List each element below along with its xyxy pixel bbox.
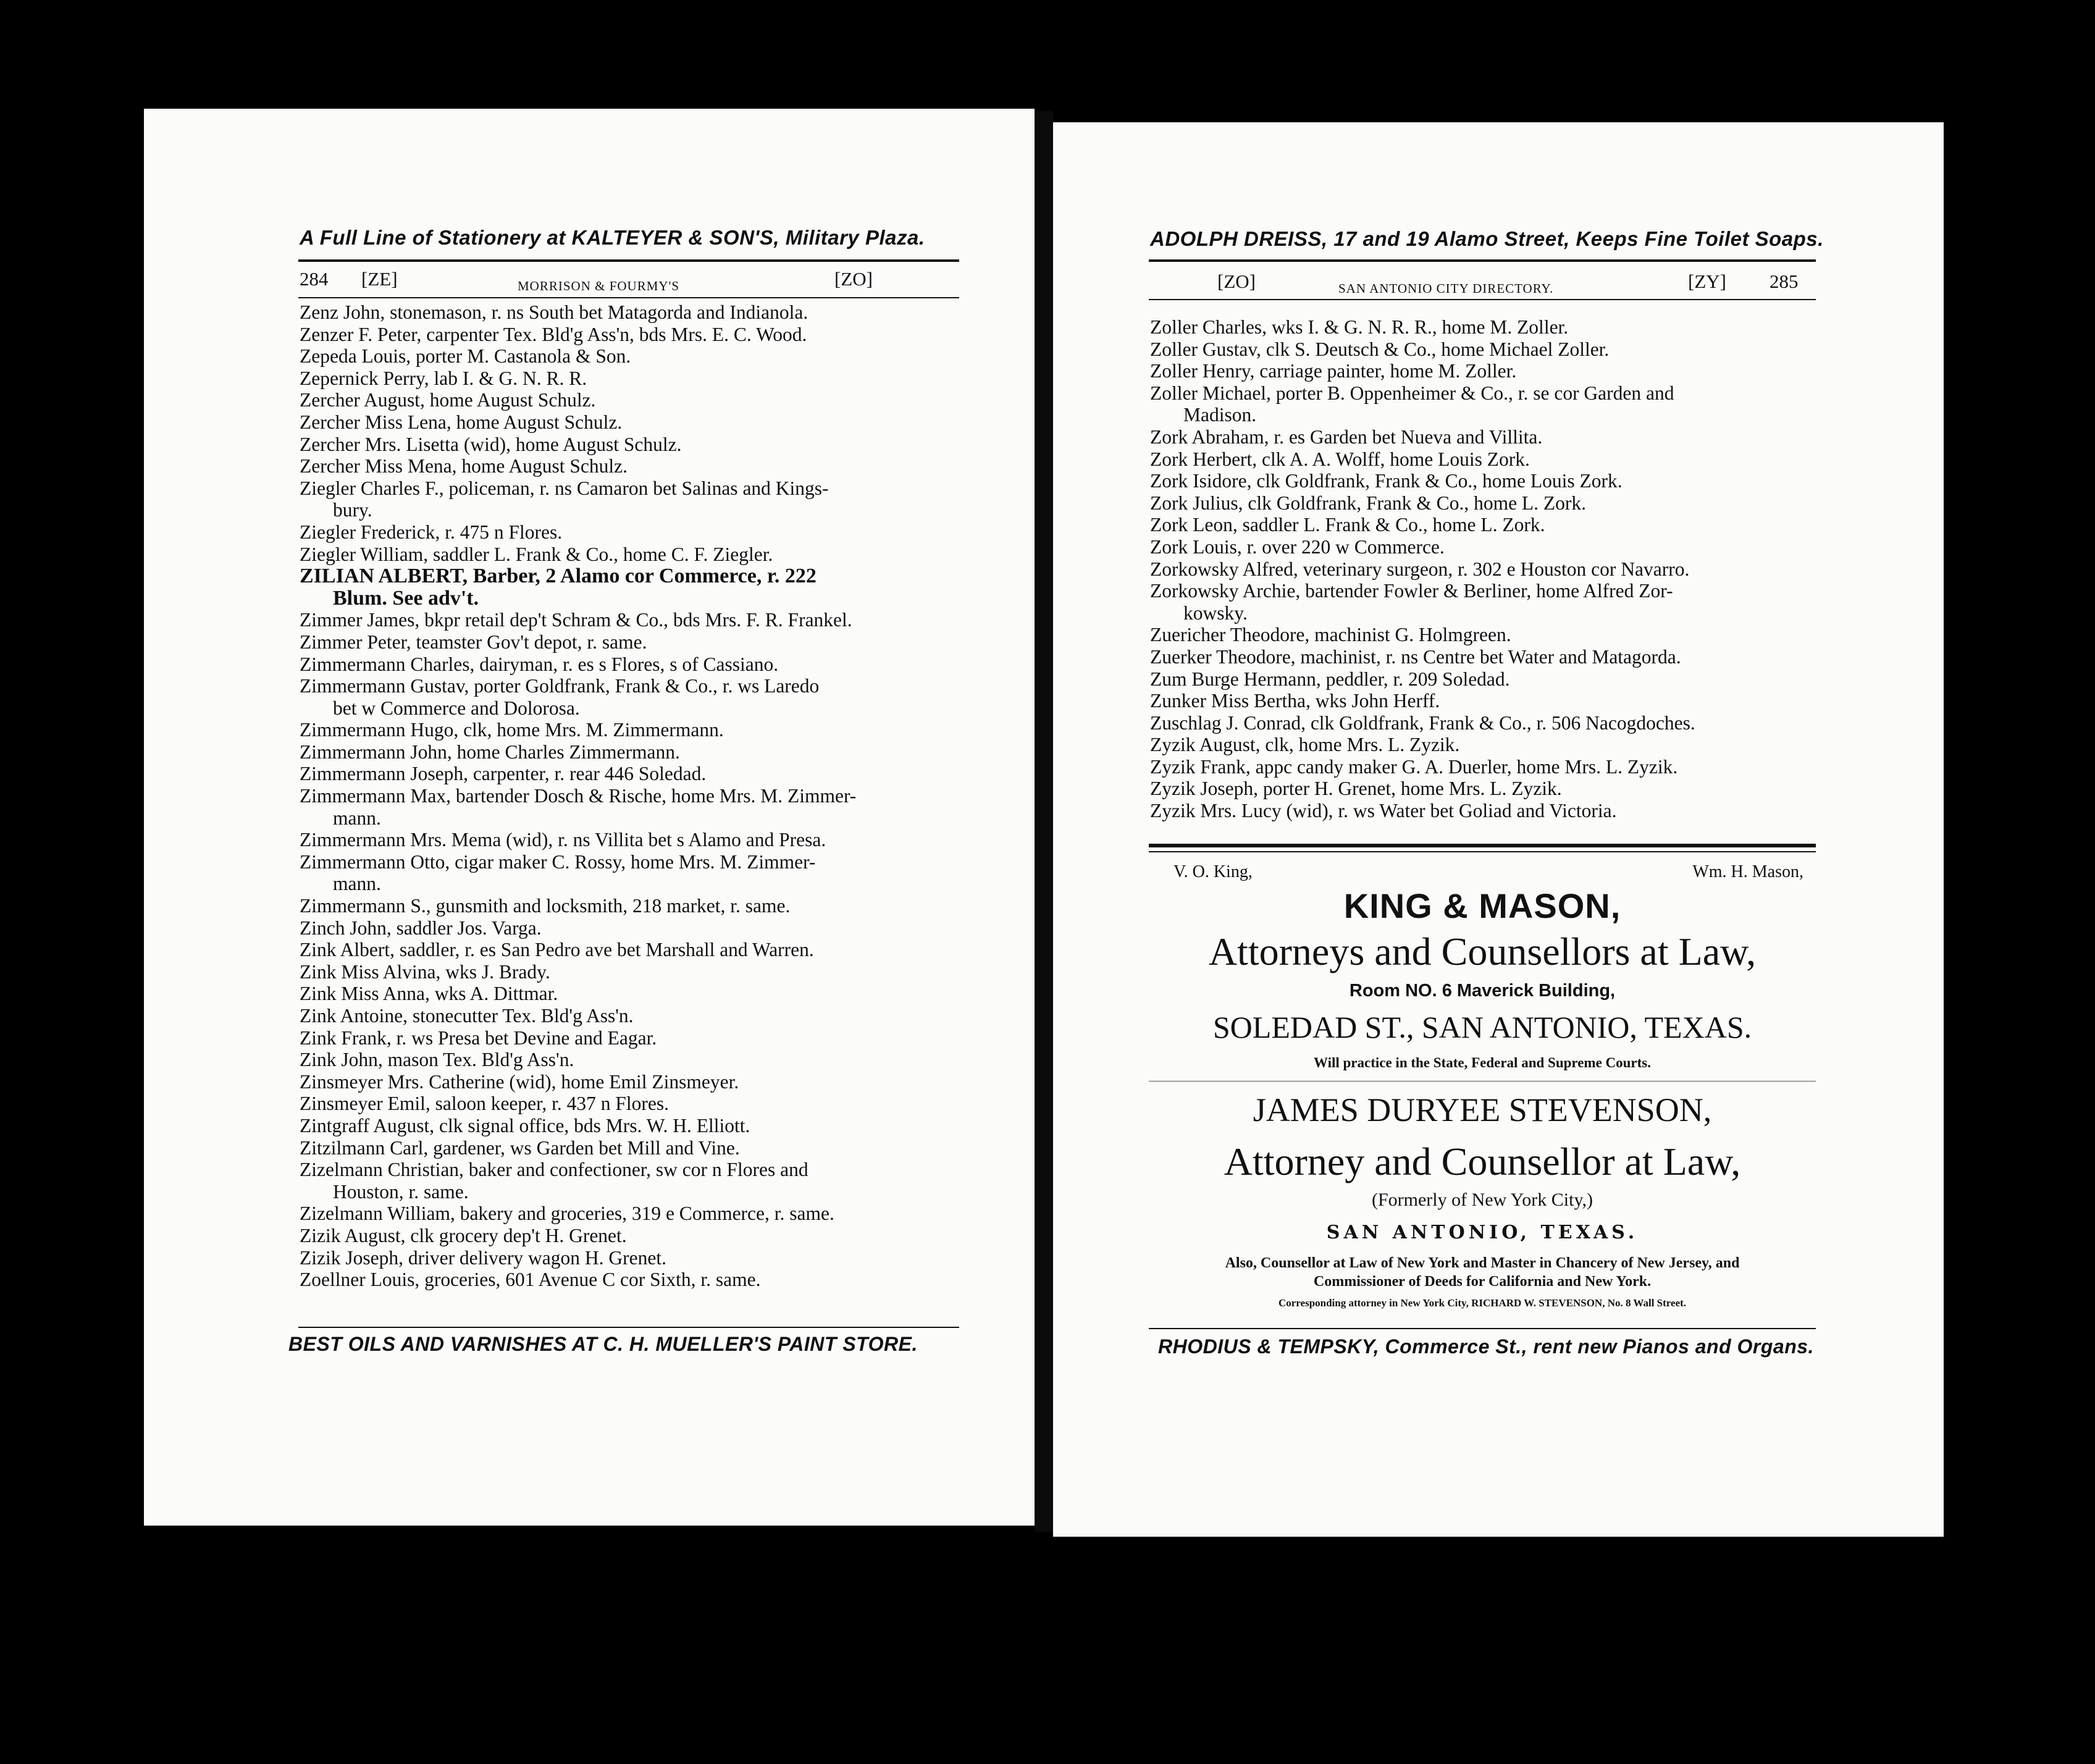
right-entry-list <box>1150 316 1823 822</box>
attorney-correspondent: Corresponding attorney in New York City, RICHARD W. STEVENSON, No. 8 Wall Street. <box>1278 1297 1687 1309</box>
entry-text: ZILIAN ALBERT, Barber, 2 Alamo cor Commerce, r. 222 <box>300 565 817 588</box>
right-page <box>1053 122 1944 1537</box>
entry-text: Zimmermann John, home Charles Zimmermann. <box>300 741 680 763</box>
directory-entry <box>300 345 967 368</box>
attorney-formerly: (Formerly of New York City,) <box>1371 1190 1593 1210</box>
directory-entry <box>300 1027 967 1049</box>
firm-address: SOLEDAD ST., SAN ANTONIO, TEXAS. <box>1212 1010 1752 1044</box>
directory-entry <box>1150 382 1823 426</box>
entry-text: Zork Louis, r. over 220 w Commerce. <box>1150 536 1445 558</box>
entry-text: Zum Burge Hermann, peddler, r. 209 Soledad. <box>1150 668 1510 690</box>
entry-text: Zercher August, home August Schulz. <box>300 389 596 411</box>
partner-right: Wm. H. Mason, <box>1692 862 1803 881</box>
directory-entry <box>1150 712 1823 734</box>
right-page-number: 285 <box>1770 271 1799 292</box>
partner-left: V. O. King, <box>1173 862 1253 881</box>
right-banner-ad: ADOLPH DREISS, 17 and 19 Alamo Street, Keeps Fine Toilet Soaps. <box>1150 227 1824 250</box>
entry-text: Zoller Henry, carriage painter, home M. Zoller. <box>1150 360 1517 382</box>
directory-entry <box>300 411 967 434</box>
directory-entry <box>300 785 967 829</box>
entry-text: Zyzik Mrs. Lucy (wid), r. ws Water bet Goliad and Victoria. <box>1150 800 1617 822</box>
entry-text: Zimmermann Max, bartender Dosch & Rische, home Mrs. M. Zimmer- <box>300 785 857 807</box>
directory-entry <box>300 301 967 324</box>
entry-text: Zyzik Joseph, porter H. Grenet, home Mrs. L. Zyzik. <box>1150 778 1562 800</box>
attorney-city: SAN ANTONIO, TEXAS. <box>1326 1222 1639 1243</box>
stevenson-ad <box>1149 1085 1816 1344</box>
directory-entry <box>300 1005 967 1027</box>
entry-text: Zizelmann William, bakery and groceries, 319 e Commerce, r. same. <box>300 1203 834 1225</box>
directory-entry <box>300 1159 967 1203</box>
ad-top-rule <box>1149 844 1816 847</box>
entry-text: Zyzik Frank, appc candy maker G. A. Duerler, home Mrs. L. Zyzik. <box>1150 755 1678 778</box>
left-page-number: 284 <box>300 268 329 290</box>
directory-entry <box>300 631 967 653</box>
book-spine <box>1035 111 1053 1532</box>
entry-text: Zoller Michael, porter B. Oppenheimer & Co., r. se cor Garden and <box>1150 382 1674 404</box>
entry-text: Zink Miss Anna, wks A. Dittmar. <box>300 983 558 1005</box>
entry-text: Zimmermann Gustav, porter Goldfrank, Frank & Co., r. ws Laredo <box>300 675 820 697</box>
directory-entry <box>300 1203 967 1225</box>
directory-entry <box>1150 338 1823 361</box>
directory-entry <box>300 741 967 763</box>
directory-entry <box>300 675 967 719</box>
entry-continuation: kowsky. <box>1183 602 1248 624</box>
directory-entry <box>1150 360 1823 382</box>
directory-entry <box>300 1093 967 1115</box>
directory-entry <box>300 1137 967 1159</box>
entry-text: Zuschlag J. Conrad, clk Goldfrank, Frank & Co., r. 506 Nacogdoches. <box>1150 712 1695 734</box>
entry-text: Zoellner Louis, groceries, 601 Avenue C cor Sixth, r. same. <box>300 1269 761 1291</box>
entry-text: Zork Abraham, r. es Garden bet Nueva and Villita. <box>1150 426 1543 448</box>
entry-text: Zimmermann Mrs. Mema (wid), r. ns Villita bet s Alamo and Presa. <box>300 829 826 851</box>
directory-entry <box>300 851 967 895</box>
ad-top-rule-thin <box>1149 851 1816 852</box>
directory-entry <box>300 917 967 939</box>
directory-entry <box>300 455 967 477</box>
right-footer-rule <box>1149 1328 1816 1329</box>
entry-text: Zorkowsky Archie, bartender Fowler & Berliner, home Alfred Zor- <box>1150 580 1673 602</box>
entry-text: Zunker Miss Bertha, wks John Herff. <box>1150 690 1440 712</box>
entry-text: Zoller Charles, wks I. & G. N. R. R., home M. Zoller. <box>1150 316 1569 338</box>
directory-entry <box>300 1247 967 1269</box>
entry-text: Zork Julius, clk Goldfrank, Frank & Co., home L. Zork. <box>1150 492 1587 514</box>
directory-entry <box>1150 734 1823 756</box>
entry-text: Zintgraff August, clk signal office, bds Mrs. W. H. Elliott. <box>300 1114 750 1136</box>
entry-text: Zink Antoine, stonecutter Tex. Bld'g Ass'n. <box>300 1005 634 1027</box>
entry-text: Zuericher Theodore, machinist G. Holmgreen. <box>1150 624 1511 646</box>
directory-entry <box>300 1049 967 1071</box>
entry-text: Zenz John, stonemason, r. ns South bet Matagorda and Indianola. <box>300 301 808 323</box>
directory-entry <box>1150 624 1823 646</box>
directory-entry <box>1150 690 1823 712</box>
entry-text: Zoller Gustav, clk S. Deutsch & Co., home Michael Zoller. <box>1150 338 1610 360</box>
right-directory-title: SAN ANTONIO CITY DIRECTORY. <box>1338 281 1554 296</box>
entry-text: Zizelmann Christian, baker and confectioner, sw cor n Flores and <box>300 1159 808 1181</box>
entry-text: Zimmermann Hugo, clk, home Mrs. M. Zimmermann. <box>300 719 724 741</box>
directory-entry <box>300 1225 967 1247</box>
entry-text: Zink Albert, saddler, r. es San Pedro ave bet Marshall and Warren. <box>300 939 814 961</box>
left-footer-rule <box>298 1327 959 1328</box>
directory-entry <box>300 983 967 1005</box>
attorney-name: JAMES DURYEE STEVENSON, <box>1253 1091 1712 1128</box>
entry-continuation: bury. <box>333 499 372 521</box>
directory-entry <box>300 939 967 961</box>
directory-entry <box>1150 778 1823 800</box>
directory-entry <box>300 961 967 983</box>
directory-entry <box>300 477 967 521</box>
right-range-end: [ZY] <box>1688 271 1726 292</box>
entry-text: Zorkowsky Alfred, veterinary surgeon, r. 302 e Houston cor Navarro. <box>1150 558 1690 580</box>
directory-entry <box>300 434 967 456</box>
directory-entry <box>300 544 967 566</box>
directory-entry <box>1150 426 1823 448</box>
ad-divider <box>1149 1081 1816 1082</box>
directory-entry <box>300 1071 967 1093</box>
entry-text: Zercher Miss Lena, home August Schulz. <box>300 411 623 433</box>
attorney-also-1: Also, Counsellor at Law of New York and Master in Chancery of New Jersey, and <box>1225 1255 1740 1271</box>
directory-entry <box>300 324 967 346</box>
directory-entry <box>300 521 967 544</box>
directory-entry <box>1150 536 1823 558</box>
left-range-end: [ZO] <box>834 268 873 290</box>
entry-continuation: Madison. <box>1183 404 1257 426</box>
entry-text: Zink Frank, r. ws Presa bet Devine and Eagar. <box>300 1027 657 1049</box>
directory-entry <box>1150 558 1823 581</box>
right-range-start: [ZO] <box>1217 271 1256 292</box>
entry-text: Zork Isidore, clk Goldfrank, Frank & Co., home Louis Zork. <box>1150 470 1623 492</box>
left-footer-ad: BEST OILS AND VARNISHES AT C. H. MUELLER'S PAINT STORE. <box>288 1333 918 1355</box>
left-header-rule <box>298 259 959 262</box>
directory-entry <box>1150 514 1823 536</box>
left-subheader-rule <box>298 297 959 298</box>
entry-text: Zepernick Perry, lab I. & G. N. R. R. <box>300 367 587 389</box>
left-range-start: [ZE] <box>361 268 398 290</box>
firm-profession: Attorneys and Counsellors at Law, <box>1208 930 1757 973</box>
entry-text: Zimmer James, bkpr retail dep't Schram & Co., bds Mrs. F. R. Frankel. <box>300 609 852 631</box>
directory-entry <box>300 1269 967 1291</box>
attorney-profession: Attorney and Counsellor at Law, <box>1224 1140 1741 1183</box>
right-footer-ad: RHODIUS & TEMPSKY, Commerce St., rent new Pianos and Organs. <box>1158 1335 1814 1358</box>
directory-entry <box>1150 470 1823 492</box>
entry-text: Zizik August, clk grocery dep't H. Grenet. <box>300 1224 627 1246</box>
directory-entry <box>300 389 967 411</box>
directory-entry <box>1150 448 1823 471</box>
entry-text: Ziegler William, saddler L. Frank & Co., home C. F. Ziegler. <box>300 543 773 565</box>
entry-text: Zimmermann Otto, cigar maker C. Rossy, home Mrs. M. Zimmer- <box>300 850 816 873</box>
entry-text: Zercher Miss Mena, home August Schulz. <box>300 455 628 477</box>
entry-text: Zyzik August, clk, home Mrs. L. Zyzik. <box>1150 734 1460 756</box>
attorney-also-2: Commissioner of Deeds for California and New York. <box>1313 1274 1652 1290</box>
directory-entry <box>300 609 967 631</box>
directory-entry <box>300 368 967 390</box>
directory-entry <box>300 565 967 609</box>
directory-entry <box>1150 800 1823 822</box>
left-entry-list <box>300 301 967 1291</box>
entry-text: Zizik Joseph, driver delivery wagon H. Grenet. <box>300 1246 666 1269</box>
directory-entry <box>300 763 967 785</box>
entry-continuation: Blum. See adv't. <box>333 586 479 610</box>
entry-text: Zimmermann Charles, dairyman, r. es s Flores, s of Cassiano. <box>300 653 779 675</box>
firm-room: Room NO. 6 Maverick Building, <box>1349 981 1616 1001</box>
directory-entry <box>300 719 967 741</box>
entry-text: Zink John, mason Tex. Bld'g Ass'n. <box>300 1049 574 1071</box>
entry-continuation: bet w Commerce and Dolorosa. <box>333 697 580 719</box>
entry-text: Zercher Mrs. Lisetta (wid), home August Schulz. <box>300 433 682 455</box>
entry-text: Zork Leon, saddler L. Frank & Co., home L. Zork. <box>1150 514 1545 536</box>
right-header-rule <box>1149 259 1816 262</box>
firm-name: KING & MASON, <box>1343 886 1621 925</box>
entry-text: Zinsmeyer Emil, saloon keeper, r. 437 n Flores. <box>300 1093 669 1115</box>
entry-continuation: mann. <box>333 873 381 895</box>
entry-text: Ziegler Charles F., policeman, r. ns Camaron bet Salinas and Kings- <box>300 477 829 499</box>
entry-text: Zepeda Louis, porter M. Castanola & Son. <box>300 345 631 368</box>
entry-text: Zink Miss Alvina, wks J. Brady. <box>300 960 550 983</box>
directory-entry <box>1150 492 1823 514</box>
directory-entry <box>300 895 967 917</box>
firm-practice: Will practice in the State, Federal and Supreme Courts. <box>1314 1055 1651 1070</box>
directory-entry <box>1150 668 1823 691</box>
entry-text: Zuerker Theodore, machinist, r. ns Centre bet Water and Matagorda. <box>1150 645 1681 668</box>
directory-entry <box>300 829 967 851</box>
left-page <box>144 109 1035 1526</box>
directory-entry <box>1150 756 1823 778</box>
entry-continuation: mann. <box>333 807 381 829</box>
entry-text: Zork Herbert, clk A. A. Wolff, home Louis Zork. <box>1150 448 1530 470</box>
entry-text: Ziegler Frederick, r. 475 n Flores. <box>300 521 563 543</box>
entry-text: Zimmer Peter, teamster Gov't depot, r. same. <box>300 631 647 653</box>
directory-entry <box>300 653 967 676</box>
entry-text: Zenzer F. Peter, carpenter Tex. Bld'g Ass'n, bds Mrs. E. C. Wood. <box>300 323 807 345</box>
entry-text: Zimmermann S., gunsmith and locksmith, 218 market, r. same. <box>300 895 791 917</box>
entry-continuation: Houston, r. same. <box>333 1180 469 1203</box>
directory-entry <box>300 1115 967 1137</box>
directory-entry <box>1150 316 1823 338</box>
directory-entry <box>1150 580 1823 624</box>
entry-text: Zinsmeyer Mrs. Catherine (wid), home Emil Zinsmeyer. <box>300 1070 739 1093</box>
entry-text: Zimmermann Joseph, carpenter, r. rear 446 Soledad. <box>300 763 707 785</box>
left-publisher: MORRISON & FOURMY'S <box>518 279 680 293</box>
entry-text: Zitzilmann Carl, gardener, ws Garden bet Mill and Vine. <box>300 1136 740 1159</box>
left-banner-ad: A Full Line of Stationery at KALTEYER & SON'S, Military Plaza. <box>300 226 925 249</box>
directory-entry <box>1150 646 1823 668</box>
right-subheader-rule <box>1149 299 1816 300</box>
entry-text: Zinch John, saddler Jos. Varga. <box>300 917 542 939</box>
